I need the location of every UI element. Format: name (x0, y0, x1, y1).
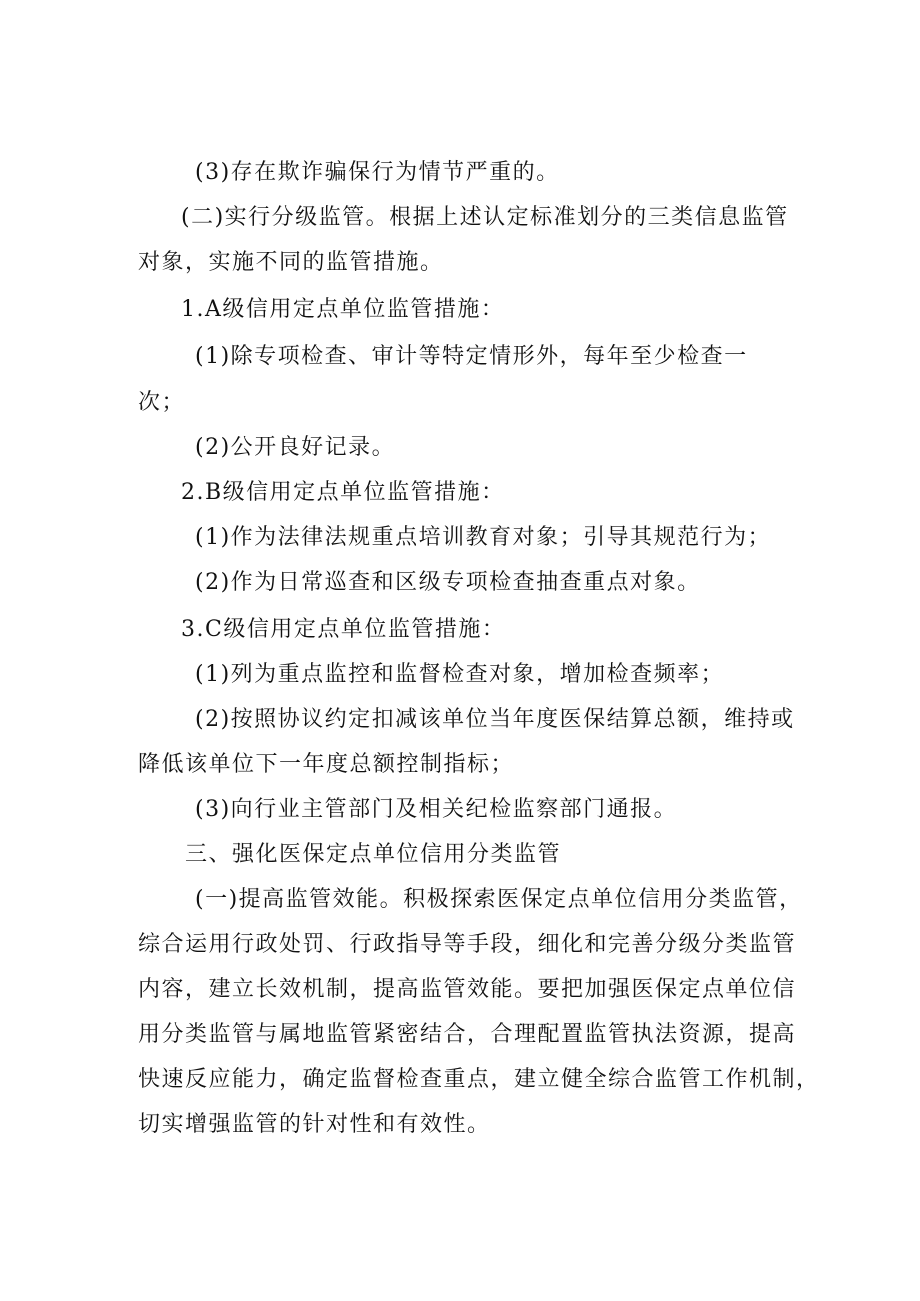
text-line-2: (二)实行分级监管。根据上述认定标准划分的三类信息监管 (181, 205, 789, 230)
text-line-18: 综合运用行政处罚、行政指导等手段，细化和完善分级分类监管 (138, 932, 797, 957)
text-line-14: 降低该单位下一年度总额控制指标； (138, 752, 515, 777)
text-line-13: (2)按照协议约定扣减该单位当年度医保结算总额，维持或 (195, 707, 795, 732)
text-line-4: 1.A级信用定点单位监管措施： (181, 297, 505, 322)
text-line-10: (2)作为日常巡查和区级专项检查抽查重点对象。 (195, 570, 701, 595)
text-line-5: (1)除专项检查、审计等特定情形外，每年至少检查一 (195, 344, 748, 369)
text-line-17: (一)提高监管效能。积极探索医保定点单位信用分类监管， (195, 887, 803, 912)
text-line-19: 内容，建立长效机制，提高监管效能。要把加强医保定点单位信 (138, 977, 797, 1002)
text-line-20: 用分类监管与属地监管紧密结合，合理配置监管执法资源，提高 (138, 1022, 797, 1047)
text-line-7: (2)公开良好记录。 (195, 435, 396, 460)
text-line-9: (1)作为法律法规重点培训教育对象；引导其规范行为； (195, 525, 772, 550)
text-line-12: (1)列为重点监控和监督检查对象，增加检查频率； (195, 662, 725, 687)
section-heading: 三、强化医保定点单位信用分类监管 (185, 842, 562, 867)
text-line-1: (3)存在欺诈骗保行为情节严重的。 (195, 160, 560, 185)
text-line-8: 2.B级信用定点单位监管措施： (181, 480, 505, 505)
text-line-6: 次； (138, 390, 186, 415)
text-line-21: 快速反应能力，确定监督检查重点，建立健全综合监管工作机制， (138, 1067, 820, 1092)
text-line-15: (3)向行业主管部门及相关纪检监察部门通报。 (195, 797, 678, 822)
text-line-11: 3.C级信用定点单位监管措施： (181, 617, 506, 642)
text-line-3: 对象，实施不同的监管措施。 (138, 250, 444, 275)
text-line-22: 切实增强监管的针对性和有效性。 (138, 1112, 491, 1137)
